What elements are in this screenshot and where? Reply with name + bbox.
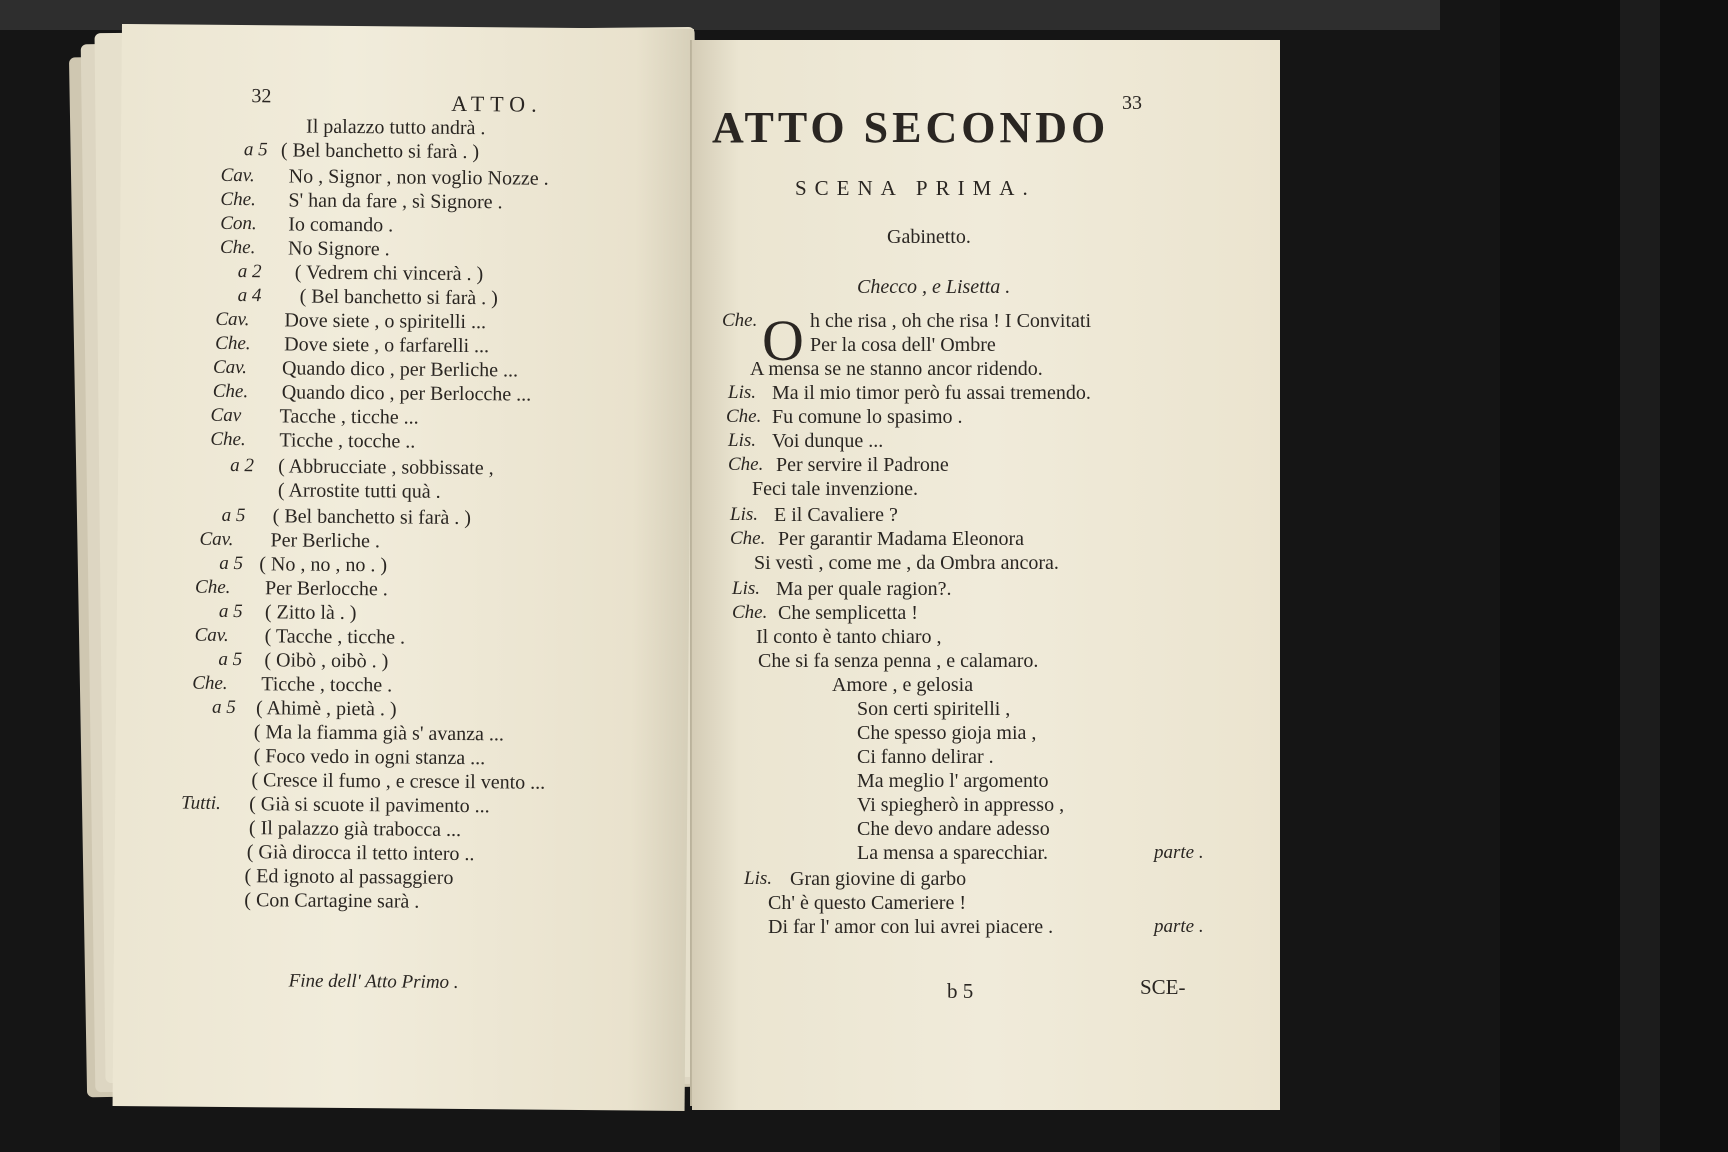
speaker-label: a 5 — [218, 600, 243, 623]
page-number: 32 — [251, 85, 272, 108]
verse-line: Quando dico , per Berliche ... — [281, 357, 519, 382]
verse-line: ( Arrostite tutti quà . — [277, 479, 441, 503]
verse-line: Ma il mio timor però fu assai tremendo. — [772, 382, 1091, 404]
verse-line: Per Berlocche . — [264, 577, 388, 601]
verse-line: A mensa se ne stanno ancor ridendo. — [750, 358, 1043, 380]
speaker-label: Che. — [728, 454, 764, 475]
verse-line: Il conto è tanto chiaro , — [756, 626, 942, 648]
verse-line: ( Oibò , oibò . ) — [264, 649, 389, 673]
verse-line: La mensa a sparecchiar. — [857, 842, 1049, 864]
speaker-label: Con. — [220, 212, 257, 235]
left-verse-block — [114, 114, 693, 979]
speaker-label: Lis. — [744, 868, 772, 889]
verse-line: Che semplicetta ! — [778, 602, 918, 624]
verse-line: Si vestì , come me , da Ombra ancora. — [754, 552, 1059, 574]
speaker-label: Cav. — [220, 164, 255, 187]
speaker-label: Cav — [210, 404, 242, 427]
verse-line: Gran giovine di garbo — [790, 868, 967, 890]
speaker-label: a 5 — [243, 139, 268, 161]
verse-line: ( Bel banchetto si farà . ) — [272, 505, 472, 530]
verse-line: Ch' è questo Cameriere ! — [768, 892, 966, 914]
verse-line: Vi spiegherò in appresso , — [857, 794, 1065, 816]
speaker-label: Lis. — [728, 430, 756, 451]
background-right-band — [1620, 0, 1660, 1152]
stage-direction: parte . — [1154, 842, 1204, 863]
verse-line: Voi dunque ... — [772, 430, 884, 452]
verse-line: Per servire il Padrone — [776, 454, 949, 476]
speaker-label: Cav. — [212, 356, 248, 379]
speaker-label: a 4 — [237, 285, 262, 307]
verse-line: Il palazzo tutto andrà . — [306, 115, 486, 140]
verse-line: ( Già si scuote il pavimento ... — [249, 793, 490, 818]
verse-line: ( Abbrucciate , sobbissate , — [278, 455, 494, 480]
verse-line: Tacche , ticche ... — [279, 405, 419, 429]
speaker-label: Che. — [192, 672, 228, 694]
speaker-label: Cav. — [199, 528, 234, 550]
verse-line: Son certi spiritelli , — [857, 698, 1011, 720]
verse-line: Io comando . — [288, 213, 394, 237]
verse-line: ( Il palazzo già trabocca ... — [248, 817, 462, 841]
speaker-label: Che. — [194, 576, 231, 598]
scene-title: SCENA PRIMA. — [795, 176, 1036, 200]
speaker-label: Lis. — [730, 504, 758, 525]
right-verse-block — [692, 310, 1280, 1010]
verse-line: No Signore . — [287, 237, 390, 261]
catchword: SCE- — [1140, 975, 1186, 999]
verse-line: ( Vedrem chi vincerà . ) — [294, 261, 484, 286]
signature-mark: b 5 — [947, 979, 974, 1003]
verse-line: Ticche , tocche . — [261, 673, 393, 697]
verse-line: Ci fanno delirar . — [857, 746, 994, 768]
verse-line: Ma per quale ragion?. — [776, 578, 952, 600]
speaker-label: a 5 — [211, 696, 236, 719]
speaker-label: Che. — [730, 528, 766, 549]
speaker-label: a 2 — [230, 454, 254, 477]
speaker-label: Lis. — [732, 578, 760, 599]
verse-line: Che si fa senza penna , e calamaro. — [758, 650, 1039, 672]
speaker-label: a 5 — [219, 552, 244, 575]
verse-line: No , Signor , non voglio Nozze . — [288, 165, 549, 190]
speaker-label: Lis. — [728, 382, 756, 403]
verse-line: Ticche , tocche .. — [279, 429, 416, 453]
verse-line: ( Bel banchetto si farà . ) — [280, 139, 480, 164]
right-page — [692, 40, 1280, 1110]
verse-line: ( Ahimè , pietà . ) — [255, 697, 397, 721]
verse-line: Per la cosa dell' Ombre — [810, 334, 996, 356]
speaker-label: Che. — [219, 236, 256, 259]
verse-line: ( Foco vedo in ogni stanza ... — [253, 745, 486, 770]
verse-line: Di far l' amor con lui avrei piacere . — [768, 916, 1054, 938]
speaker-label: Che. — [732, 602, 768, 623]
speaker-label: a 2 — [237, 261, 262, 283]
speaker-label: Che. — [722, 310, 758, 331]
verse-line: ( Zitto là . ) — [264, 601, 357, 625]
verse-line: Fu comune lo spasimo . — [772, 406, 963, 428]
speaker-label: Che. — [220, 188, 256, 211]
verse-line: Quando dico , per Berlocche ... — [281, 381, 532, 406]
speaker-label: Che. — [215, 332, 251, 355]
act-end-footer: Fine dell' Atto Primo . — [288, 970, 459, 993]
scene-setting: Gabinetto. — [887, 226, 971, 248]
background-right — [1500, 0, 1728, 1152]
drop-cap: O — [762, 308, 804, 373]
verse-line: ( Cresce il fumo , e cresce il vento ... — [251, 769, 546, 794]
verse-line: ( No , no , no . ) — [259, 553, 388, 577]
verse-line: ( Con Cartagine sarà . — [244, 889, 420, 913]
speaker-label: a 5 — [221, 504, 246, 527]
act-title: ATTO SECONDO — [712, 103, 1110, 152]
scene-characters: Checco , e Lisetta . — [857, 276, 1011, 298]
stage-direction: parte . — [1154, 916, 1204, 937]
speaker-label: Che. — [212, 380, 249, 403]
speaker-label: Tutti. — [181, 792, 221, 814]
speaker-label: Cav. — [215, 308, 250, 331]
verse-line: Per garantir Madama Eleonora — [778, 528, 1025, 550]
verse-line: Dove siete , o spiritelli ... — [284, 309, 487, 334]
verse-line: Dove siete , o farfarelli ... — [284, 333, 490, 358]
speaker-label: Che. — [210, 428, 246, 451]
page-number: 33 — [1122, 92, 1142, 114]
verse-line: ( Già dirocca il tetto intero .. — [246, 841, 475, 866]
verse-line: Feci tale invenzione. — [752, 478, 919, 500]
verse-line: ( Ed ignoto al passaggiero — [244, 865, 454, 889]
verse-line: Che devo andare adesso — [857, 818, 1050, 840]
speaker-label: Cav. — [194, 624, 229, 646]
verse-line: E il Cavaliere ? — [774, 504, 898, 526]
verse-line: h che risa , oh che risa ! I Convitati — [810, 310, 1092, 332]
left-page — [113, 24, 694, 1111]
verse-line: S' han da fare , sì Signore . — [288, 189, 503, 214]
verse-line: Che spesso gioja mia , — [857, 722, 1037, 744]
speaker-label: a 5 — [218, 648, 243, 671]
verse-line: Amore , e gelosia — [832, 674, 974, 696]
verse-line: Ma meglio l' argomento — [857, 770, 1049, 792]
speaker-label: Che. — [726, 406, 762, 427]
verse-line: Per Berliche . — [270, 529, 380, 553]
verse-line: ( Ma la fiamma già s' avanza ... — [253, 721, 505, 746]
running-head: ATTO. — [451, 90, 543, 117]
verse-line: ( Bel banchetto si farà . ) — [299, 285, 498, 310]
verse-line: ( Tacche , ticche . — [264, 625, 406, 649]
